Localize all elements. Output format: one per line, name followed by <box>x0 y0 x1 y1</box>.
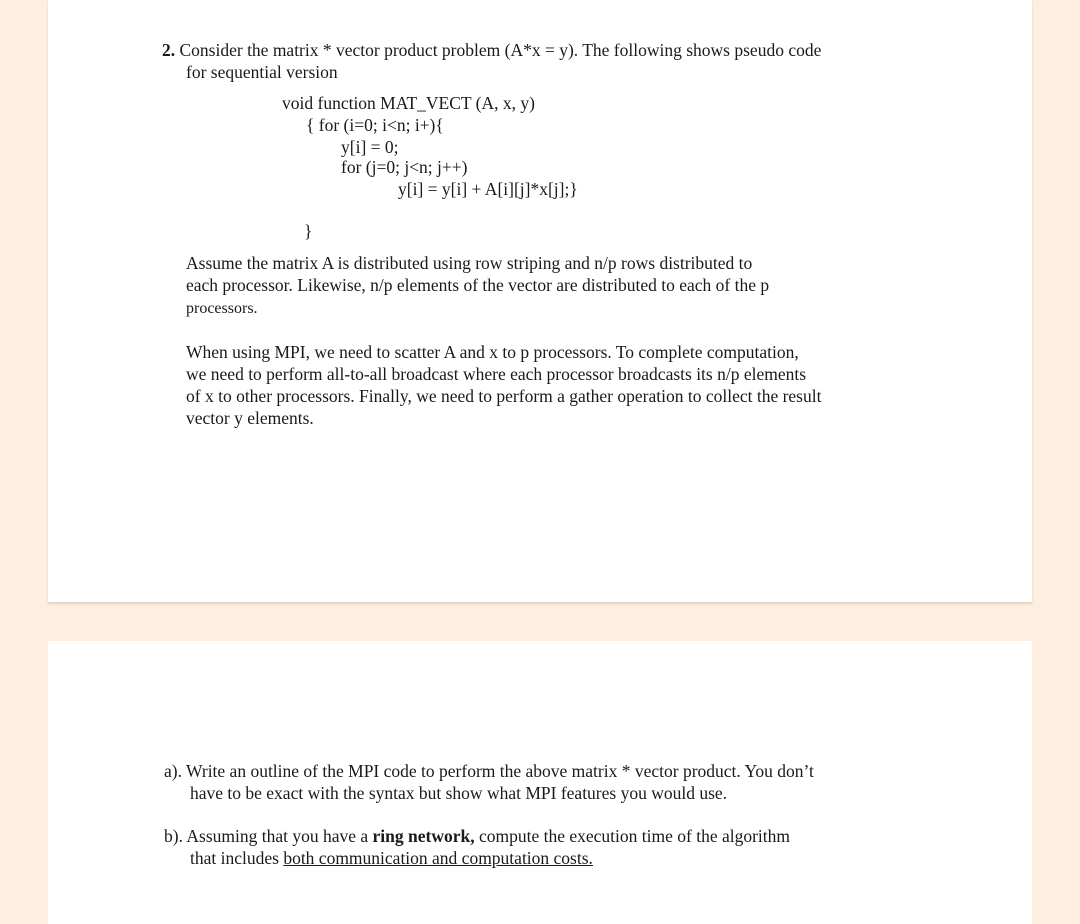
code-line-4: for (j=0; j<n; j++) <box>341 157 468 177</box>
part-b-label: b). <box>164 826 183 846</box>
part-b-text-1-bold: ring network, <box>372 826 475 846</box>
part-a-line-1 <box>164 760 814 782</box>
code-line-1: void function MAT_VECT (A, x, y) <box>282 93 535 113</box>
code-line-3: y[i] = 0; <box>341 137 399 157</box>
question-text-1: Consider the matrix * vector product problem (A*x = y). The following shows pseudo code <box>179 40 822 60</box>
paragraph2-line-1: When using MPI, we need to scatter A and x to p processors. To complete computation, <box>186 342 799 362</box>
part-b-text-2-underlined: both communication and computation costs. <box>283 848 593 868</box>
paragraph2-line-3: of x to other processors. Finally, we need to perform a gather operation to collect the result <box>186 386 822 406</box>
part-b-line-2 <box>190 847 593 869</box>
code-line-5: y[i] = y[i] + A[i][j]*x[j];} <box>398 179 578 199</box>
document-page-2 <box>48 641 1032 924</box>
paragraph1-line-3: processors. <box>186 300 258 317</box>
part-b-text-1a: Assuming that you have a <box>186 826 369 846</box>
part-a-label: a). <box>164 761 182 781</box>
paragraph1-line-1: Assume the matrix A is distributed using row striping and n/p rows distributed to <box>186 253 753 273</box>
part-b-text-2a: that includes <box>190 848 279 868</box>
part-b-line-1 <box>164 825 790 847</box>
paragraph1-line-2: each processor. Likewise, n/p elements of the vector are distributed to each of the p <box>186 275 770 295</box>
code-line-2: { for (i=0; i<n; i+){ <box>306 115 444 135</box>
document-page-1 <box>48 0 1032 602</box>
paragraph2-line-4: vector y elements. <box>186 408 314 428</box>
question-line-2: for sequential version <box>186 62 338 82</box>
part-b-text-1b: compute the execution time of the algorithm <box>478 826 791 846</box>
part-a-line-2: have to be exact with the syntax but show what MPI features you would use. <box>190 783 728 803</box>
code-line-6: } <box>304 221 313 241</box>
part-a-text-1: Write an outline of the MPI code to perform the above matrix * vector product. You don’t <box>186 761 814 781</box>
question-number: 2. <box>162 40 176 60</box>
paragraph2-line-2: we need to perform all-to-all broadcast where each processor broadcasts its n/p elements <box>186 364 807 384</box>
question-line-1 <box>162 39 821 61</box>
